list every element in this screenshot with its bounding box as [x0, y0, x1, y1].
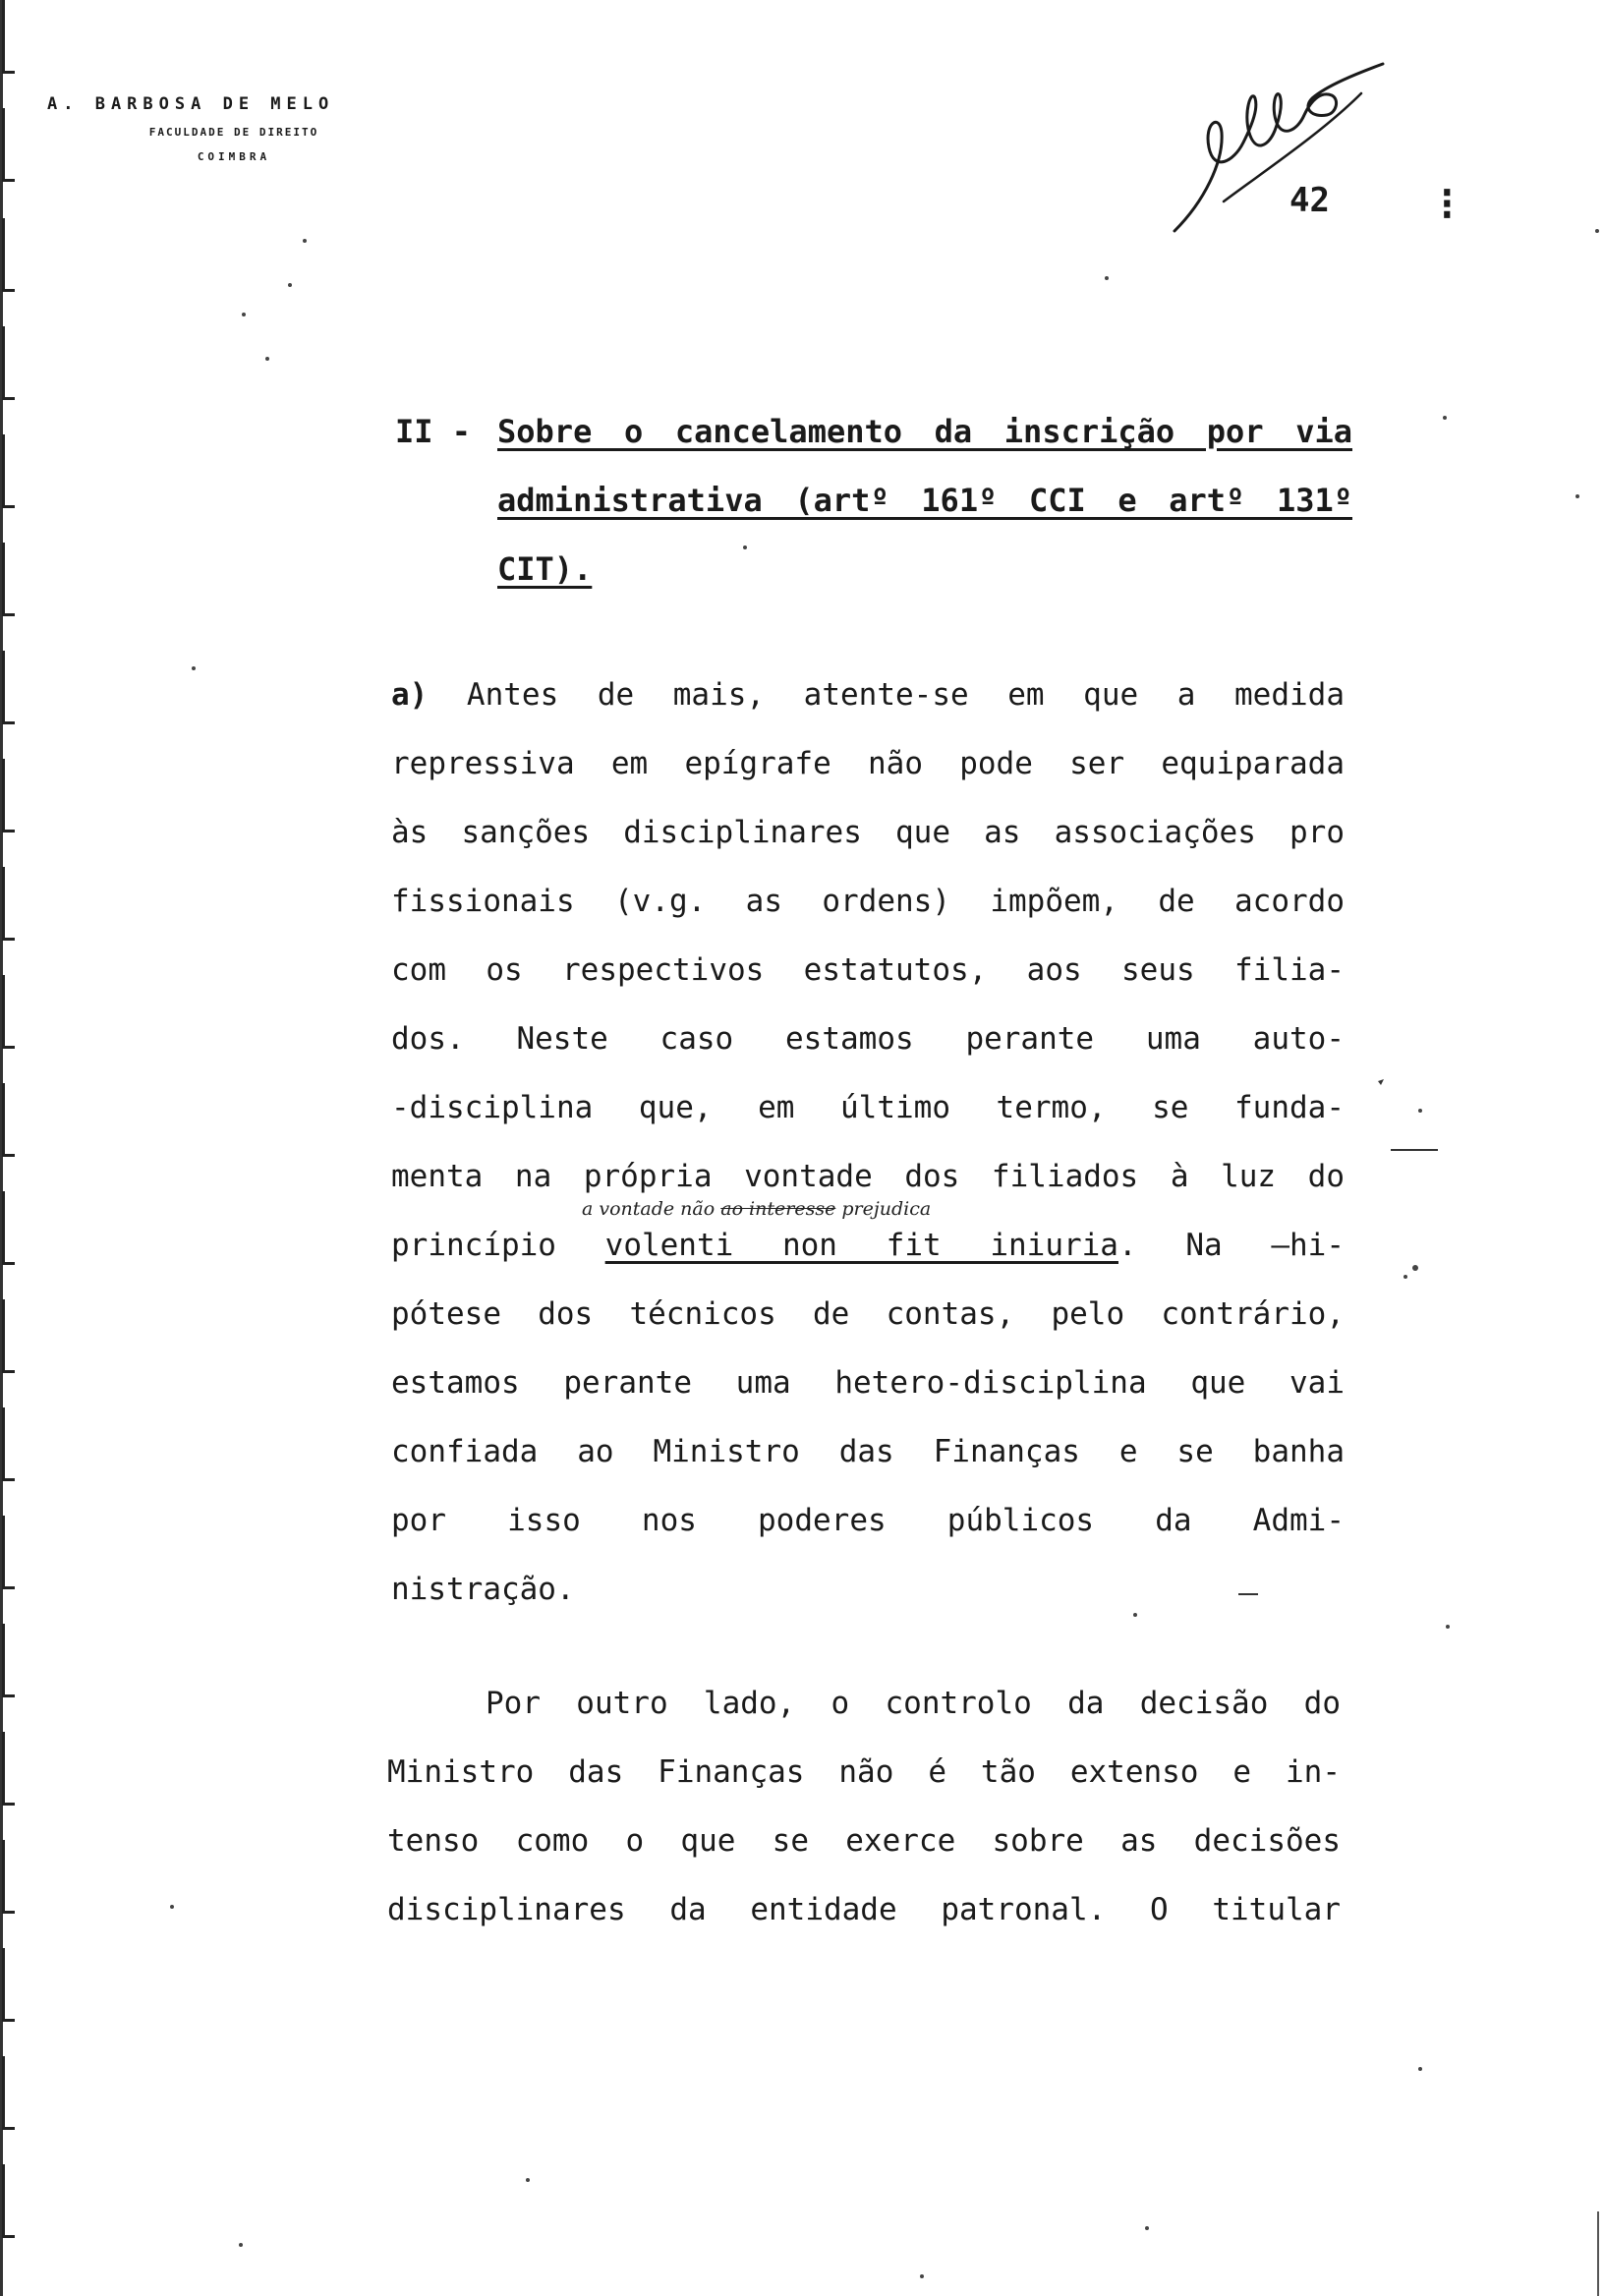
binding-margin — [0, 0, 29, 2296]
text-line: fissionais (v.g. as ordens) impõem, de acordo — [391, 884, 1345, 919]
text-line: confiada ao Ministro das Finanças e se banha — [391, 1434, 1345, 1469]
text-line: tenso como o que se exerce sobre as decisões — [387, 1823, 1341, 1859]
binding-mark — [2, 108, 15, 182]
text-fragment: . Na —hi- — [1117, 1228, 1345, 1263]
binding-mark — [2, 651, 15, 724]
binding-mark — [2, 326, 15, 400]
margin-mark: ⁝ — [1440, 177, 1455, 230]
binding-mark — [2, 218, 15, 292]
binding-mark — [2, 1407, 15, 1481]
binding-mark — [2, 543, 15, 616]
text-line: -disciplina que, em último termo, se funda- — [391, 1090, 1345, 1125]
section-title-line: Sobre o cancelamento da inscrição por via — [497, 413, 1352, 450]
section-title-line: CIT). — [497, 550, 593, 588]
letterhead-city: COIMBRA — [197, 150, 271, 163]
letterhead-institution: FACULDADE DE DIREITO — [148, 126, 319, 139]
binding-mark — [2, 2164, 15, 2238]
text-line-latin-phrase — [391, 1211, 1345, 1280]
text-line: disciplinares da entidade patronal. O titular — [387, 1892, 1341, 1927]
text-line: estamos perante uma hetero-disciplina que vai — [391, 1365, 1345, 1401]
annotation-text: a vontade não — [582, 1198, 716, 1220]
handwritten-signature — [1165, 54, 1386, 241]
binding-mark — [2, 434, 15, 508]
binding-mark — [2, 1083, 15, 1157]
text-line-rest: Antes de mais, atente-se em que a medida — [428, 677, 1345, 713]
binding-mark — [2, 1840, 15, 1914]
section-title-line: administrativa (artº 161º CCI e artº 131º — [497, 482, 1352, 519]
binding-mark — [2, 975, 15, 1049]
binding-mark — [2, 1948, 15, 2022]
text-line — [391, 660, 1345, 729]
text-line: com os respectivos estatutos, aos seus filia- — [391, 952, 1345, 988]
binding-mark — [2, 867, 15, 941]
annotation-struck-text: ao interesse — [720, 1198, 836, 1220]
letterhead-name: A. BARBOSA DE MELO — [47, 94, 335, 114]
binding-mark — [2, 1624, 15, 1697]
binding-mark — [2, 2056, 15, 2130]
paragraph-a — [391, 660, 1345, 1624]
text-line: Ministro das Finanças não é tão extenso e in- — [387, 1754, 1341, 1790]
binding-mark — [2, 1516, 15, 1589]
letterhead — [47, 94, 421, 163]
binding-mark — [2, 1299, 15, 1373]
binding-mark — [2, 0, 15, 74]
text-line: menta na própria vontade dos filiados à luz do — [391, 1159, 1345, 1194]
binding-mark — [2, 1732, 15, 1806]
text-line: repressiva em epígrafe não pode ser equiparada — [391, 746, 1345, 781]
text-fragment: princípio — [391, 1228, 605, 1263]
handwritten-annotation — [582, 1198, 931, 1220]
text-line: por isso nos poderes públicos da Admi- — [391, 1503, 1345, 1538]
text-line: nistração. — [391, 1572, 575, 1607]
section-number: II - — [395, 413, 472, 450]
page-number: 42 — [1289, 181, 1330, 220]
item-label: a) — [391, 677, 429, 713]
text-line: Por outro lado, o controlo da decisão do — [486, 1686, 1341, 1721]
binding-mark — [2, 1191, 15, 1265]
annotation-tail: prejudica — [841, 1198, 932, 1220]
section-title — [497, 397, 1352, 603]
text-line: dos. Neste caso estamos perante uma auto- — [391, 1021, 1345, 1057]
latin-phrase: volenti non fit iniuria — [604, 1228, 1118, 1263]
paragraph-b — [387, 1669, 1341, 1944]
text-line: pótese dos técnicos de contas, pelo contrário, — [391, 1296, 1345, 1332]
binding-mark — [2, 759, 15, 832]
text-line: às sanções disciplinares que as associações pro — [391, 815, 1345, 850]
